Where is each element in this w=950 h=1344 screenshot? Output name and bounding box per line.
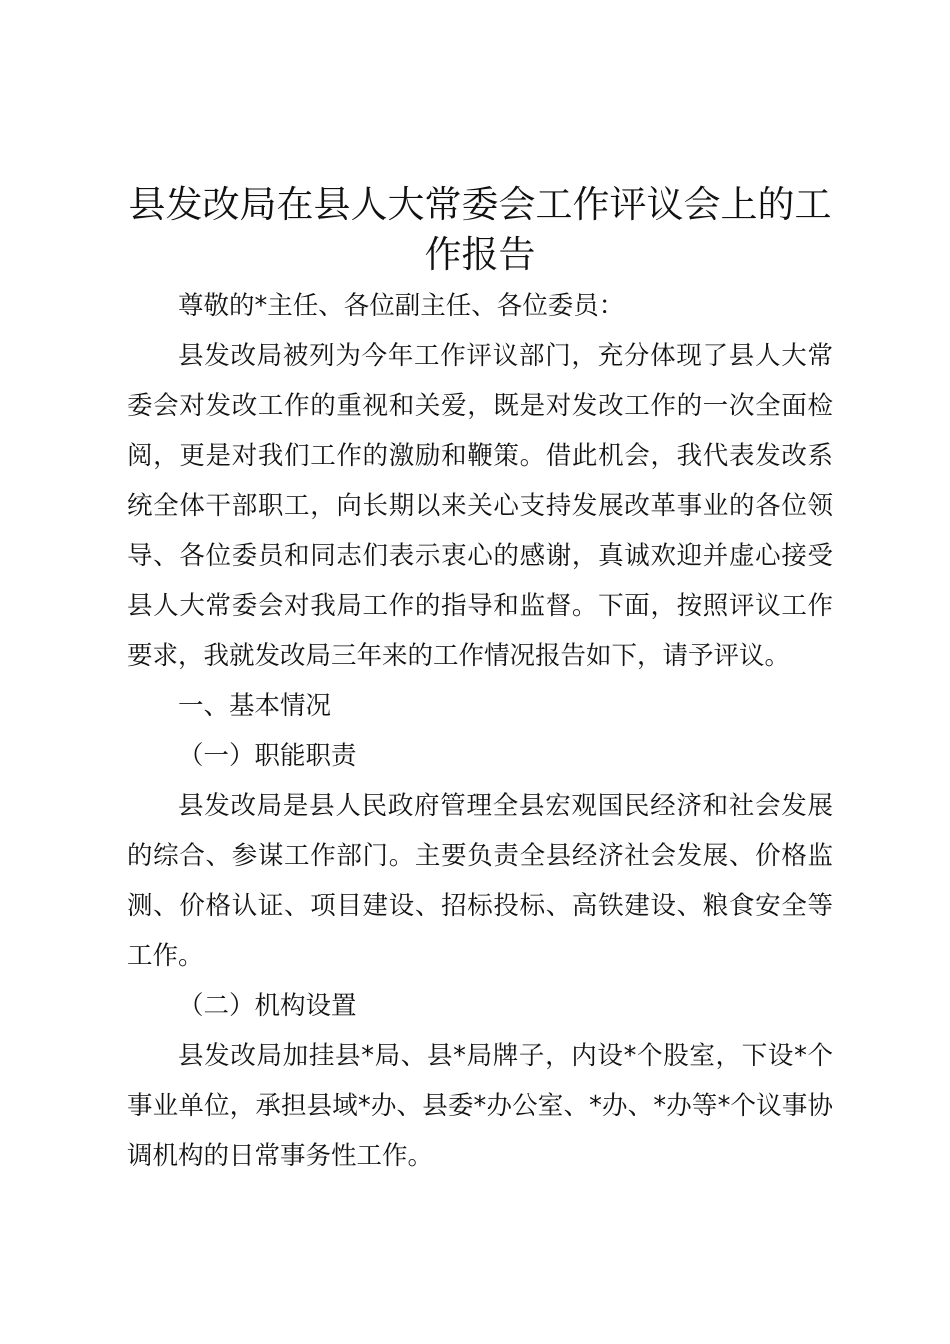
subsection-heading-functions: （一）职能职责 bbox=[178, 741, 357, 771]
organization-paragraph: 县发改局加挂县*局、县*局牌子，内设*个股室，下设*个事业单位，承担县域*办、县委*办公室、*办、*办等*个议事协调机构的日常事务性工作。 bbox=[127, 1041, 833, 1171]
document-body bbox=[127, 281, 833, 1181]
section-heading-basic-situation: 一、基本情况 bbox=[178, 691, 332, 721]
document-title: 县发改局在县人大常委会工作评议会上的工作报告 bbox=[128, 183, 832, 276]
subsection-heading-organization: （二）机构设置 bbox=[178, 991, 357, 1021]
functions-paragraph: 县发改局是县人民政府管理全县宏观国民经济和社会发展的综合、参谋工作部门。主要负责全县经济社会发展、价格监测、价格认证、项目建设、招标投标、高铁建设、粮食安全等工作。 bbox=[127, 791, 833, 971]
intro-paragraph: 县发改局被列为今年工作评议部门，充分体现了县人大常委会对发改工作的重视和关爱，既是对发改工作的一次全面检阅，更是对我们工作的激励和鞭策。借此机会，我代表发改系统全体干部职工，向长期以来关心支持发展改革事业的各位领导、各位委员和同志们表示衷心的感谢，真诚欢迎并虚心接受县人大常委会对我局工作的指导和监督。下面，按照评议工作要求，我就发改局三年来的工作情况报告如下，请予评议。 bbox=[127, 341, 833, 671]
salutation: 尊敬的*主任、各位副主任、各位委员： bbox=[178, 291, 625, 321]
